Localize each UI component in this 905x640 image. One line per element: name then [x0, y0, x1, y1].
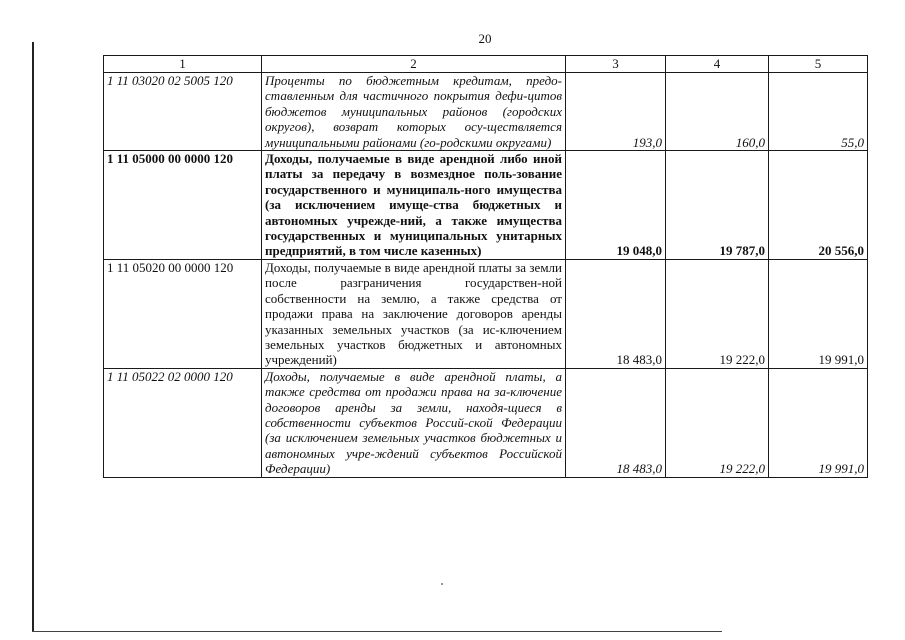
table-row [104, 259, 868, 368]
table-row [104, 368, 868, 477]
amount-column-3: 193,0 [566, 73, 666, 151]
amount-column-3: 19 048,0 [566, 151, 666, 260]
scan-left-edge [32, 42, 34, 632]
column-header-4: 4 [666, 56, 769, 73]
amount-column-5: 19 991,0 [769, 368, 868, 477]
table-row [104, 73, 868, 151]
table-header-row [104, 56, 868, 73]
budget-code: 1 11 05000 00 0000 120 [104, 151, 262, 260]
revenue-description: Доходы, получаемые в виде арендной платы за земли после разграничения государствен-ной собственности на землю, а также средства от продажи права на заключение договоров аренды указанных земельных участков (за ис-ключением земельных участков бюджетных и автономных учреждений) [262, 259, 566, 368]
budget-revenue-table [103, 55, 868, 478]
revenue-description: Доходы, получаемые в виде арендной платы, а также средства от продажи права на за-ключение договоров аренды за земли, находя-щиеся в собственности субъектов Россий-ской Федерации (за исключением земельных участков бюджетных и автономных учре-ждений субъектов Российской Федерации) [262, 368, 566, 477]
page-number: 20 [478, 31, 492, 46]
budget-code: 1 11 03020 02 5005 120 [104, 73, 262, 151]
column-header-5: 5 [769, 56, 868, 73]
amount-column-4: 19 222,0 [666, 368, 769, 477]
scan-speck [441, 583, 443, 585]
amount-column-4: 19 222,0 [666, 259, 769, 368]
column-header-1: 1 [104, 56, 262, 73]
amount-column-4: 19 787,0 [666, 151, 769, 260]
amount-column-5: 20 556,0 [769, 151, 868, 260]
table-row [104, 151, 868, 260]
amount-column-3: 18 483,0 [566, 368, 666, 477]
amount-column-5: 55,0 [769, 73, 868, 151]
amount-column-3: 18 483,0 [566, 259, 666, 368]
budget-code: 1 11 05020 00 0000 120 [104, 259, 262, 368]
amount-column-5: 19 991,0 [769, 259, 868, 368]
scan-bottom-edge [32, 631, 722, 632]
budget-code: 1 11 05022 02 0000 120 [104, 368, 262, 477]
revenue-description: Доходы, получаемые в виде арендной либо иной платы за передачу в возмездное поль-зование государственного и муниципаль-ного имущества (за исключением имуще-ства бюджетных и автономных учрежде-ний, а также имущества государственных и муниципальных унитарных предприятий, в том числе казенных) [262, 151, 566, 260]
column-header-3: 3 [566, 56, 666, 73]
column-header-2: 2 [262, 56, 566, 73]
revenue-description: Проценты по бюджетным кредитам, предо-ставленным для частичного покрытия дефи-цитов бюджетов муниципальных районов (городских округов), возврат которых осу-ществляется муниципальными районами (го-родскими округами) [262, 73, 566, 151]
amount-column-4: 160,0 [666, 73, 769, 151]
